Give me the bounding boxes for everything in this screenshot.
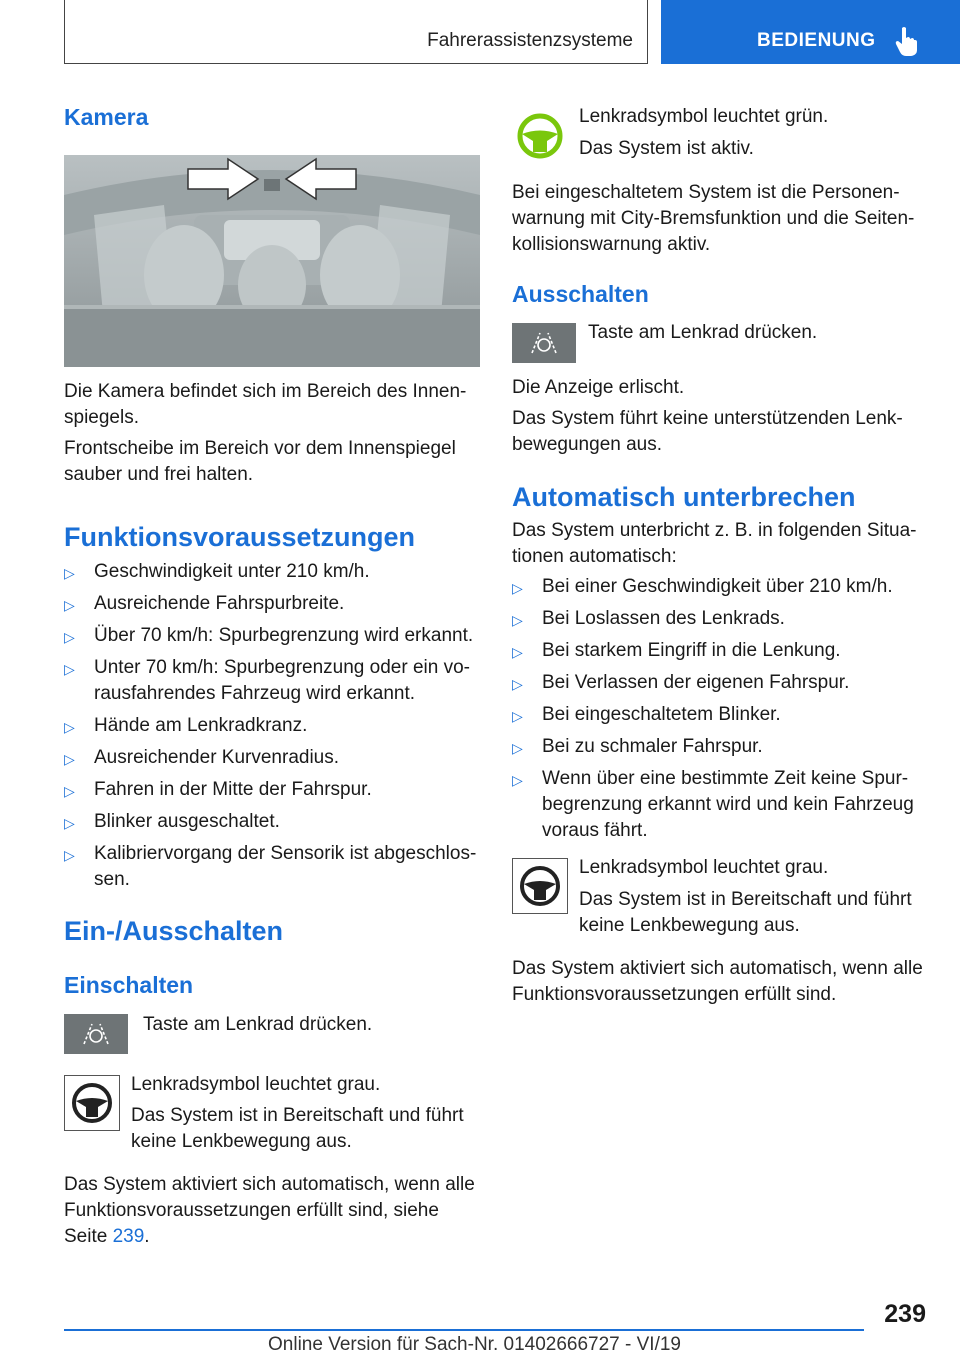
bullet-triangle-icon: ▷: [512, 708, 523, 724]
einschalten-auto-paragraph: [64, 1172, 484, 1250]
steering-assist-button-icon: [512, 323, 576, 363]
grey-status: Lenkradsymbol leuchtet grau.: [579, 857, 829, 878]
bullet-triangle-icon: ▷: [512, 740, 523, 756]
list-item-text: Kalibriervorgang der Sensorik ist abgeschlos- sen.: [94, 843, 477, 890]
header-section-box: [64, 0, 648, 64]
list-item-text: Über 70 km/h: Spurbegrenzung wird erkannt.: [94, 625, 474, 646]
ausschalten-paragraph-1: Die Anzeige erlischt.: [512, 377, 685, 398]
bullet-triangle-icon: ▷: [512, 772, 523, 788]
final-paragraph: Das System aktiviert sich automatisch, wenn alle Funktionsvoraussetzungen erfüllt sind.: [512, 958, 923, 1005]
green-paragraph: Bei eingeschaltetem System ist die Personen- warnung mit City-Bremsfunktion und die Seiten- kollisionswarnung aktiv.: [512, 182, 915, 255]
steering-wheel-grey-icon: [512, 858, 568, 914]
footer-divider: [64, 1329, 864, 1331]
bullet-triangle-icon: ▷: [64, 629, 75, 645]
list-item-text: Ausreichender Kurvenradius.: [94, 747, 340, 768]
einschalten-auto-text: Das System aktiviert sich automatisch, wenn alle Funktionsvoraussetzungen erfüllt sind, siehe Seite: [64, 1174, 475, 1247]
ausschalten-paragraph-2: Das System führt keine unterstützenden Lenk- bewegungen aus.: [512, 408, 903, 455]
green-description: Das System ist aktiv.: [579, 138, 754, 159]
section-automatisch-unterbrechen-title: Automatisch unterbrechen: [512, 482, 856, 512]
footer-online-version: Online Version für Sach-Nr. 01402666727 - VI/19: [268, 1334, 681, 1355]
pointing-hand-icon: [895, 26, 917, 56]
page-reference-link[interactable]: 239: [112, 1226, 145, 1247]
header-chapter-box: [661, 0, 960, 64]
page-number: 239: [884, 1300, 926, 1328]
bullet-triangle-icon: ▷: [64, 783, 75, 799]
list-item-text: Ausreichende Fahrspurbreite.: [94, 593, 345, 614]
list-item-text: Bei Verlassen der eigenen Fahrspur.: [542, 672, 850, 693]
list-item-text: Unter 70 km/h: Spurbegrenzung oder ein vo- rausfahrendes Fahrzeug wird erkannt.: [94, 657, 470, 704]
steering-wheel-green-icon: [512, 108, 568, 164]
kamera-paragraph-1: Die Kamera befindet sich im Bereich des Innen- spiegels.: [64, 381, 467, 428]
list-item-text: Bei einer Geschwindigkeit über 210 km/h.: [542, 576, 893, 597]
section-ein-ausschalten-title: Ein-/Ausschalten: [64, 916, 284, 946]
automatisch-paragraph: Das System unterbricht z. B. in folgenden Situa- tionen automatisch:: [512, 520, 917, 567]
kamera-paragraph-2: Frontscheibe im Bereich vor dem Innenspiegel sauber und frei halten.: [64, 438, 456, 485]
bullet-triangle-icon: ▷: [512, 676, 523, 692]
bullet-triangle-icon: ▷: [64, 565, 75, 581]
bullet-triangle-icon: ▷: [64, 719, 75, 735]
bullet-triangle-icon: ▷: [512, 612, 523, 628]
einschalten-grey-status: Lenkradsymbol leuchtet grau.: [131, 1074, 381, 1095]
bullet-triangle-icon: ▷: [64, 597, 75, 613]
subsection-ausschalten-title: Ausschalten: [512, 281, 649, 307]
list-item-text: Hände am Lenkradkranz.: [94, 715, 308, 736]
list-item-text: Blinker ausgeschaltet.: [94, 811, 280, 832]
subsection-einschalten-title: Einschalten: [64, 972, 194, 998]
list-item-text: Bei zu schmaler Fahrspur.: [542, 736, 763, 757]
einschalten-button-text: Taste am Lenkrad drücken.: [143, 1014, 373, 1035]
ausschalten-button-text: Taste am Lenkrad drücken.: [588, 322, 818, 343]
list-item-text: Bei Loslassen des Lenkrads.: [542, 608, 785, 629]
list-item-text: Bei starkem Eingriff in die Lenkung.: [542, 640, 841, 661]
bullet-triangle-icon: ▷: [512, 644, 523, 660]
bullet-triangle-icon: ▷: [512, 580, 523, 596]
list-item-text: Wenn über eine bestimmte Zeit keine Spur- begrenzung erkannt wird und kein Fahrzeug voraus fährt.: [542, 768, 914, 841]
list-item-text: Fahren in der Mitte der Fahrspur.: [94, 779, 372, 800]
section-funktionsvoraussetzungen-title: Funktionsvoraussetzungen: [64, 522, 416, 552]
green-status: Lenkradsymbol leuchtet grün.: [579, 106, 829, 127]
einschalten-auto-end: .: [144, 1226, 150, 1247]
grey-description: Das System ist in Bereitschaft und führt keine Lenkbewegung aus.: [579, 889, 912, 936]
header-chapter-title: BEDIENUNG: [757, 30, 876, 51]
steering-assist-button-icon: [64, 1014, 128, 1054]
bullet-triangle-icon: ▷: [64, 815, 75, 831]
list-item-text: Bei eingeschaltetem Blinker.: [542, 704, 781, 725]
header-section-title: Fahrerassistenzsysteme: [427, 30, 633, 51]
bullet-triangle-icon: ▷: [64, 751, 75, 767]
einschalten-grey-description: Das System ist in Bereitschaft und führt keine Lenkbewegung aus.: [131, 1105, 464, 1152]
camera-location-image: [64, 155, 480, 367]
bullet-triangle-icon: ▷: [64, 847, 75, 863]
steering-wheel-grey-icon: [64, 1075, 120, 1131]
list-item-text: Geschwindigkeit unter 210 km/h.: [94, 561, 370, 582]
bullet-triangle-icon: ▷: [64, 661, 75, 677]
section-kamera-title: Kamera: [64, 104, 149, 130]
